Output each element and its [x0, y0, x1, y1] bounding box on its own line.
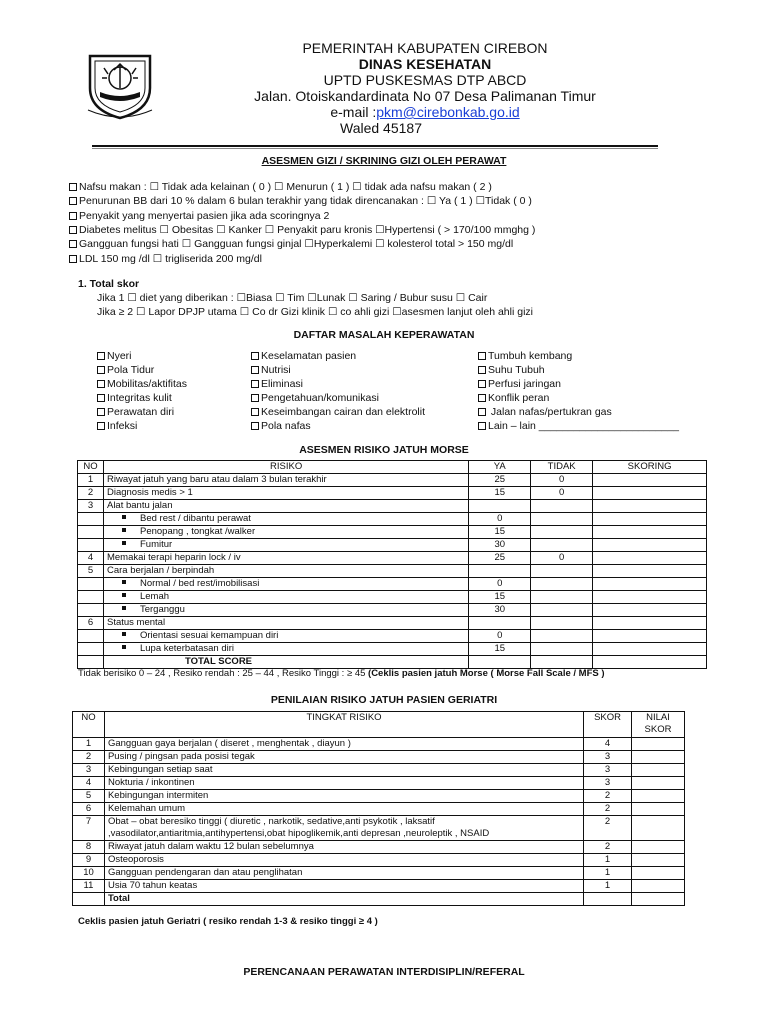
table-row: [73, 738, 685, 751]
risk-label: Diagnosis medis > 1: [106, 487, 193, 498]
problem-label: Tumbuh kembang: [488, 350, 573, 362]
risk-cell: [103, 500, 468, 513]
row-number: 8: [73, 841, 105, 854]
nutrition-item-text: Penyakit yang menyertai pasien jika ada scoringnya 2: [79, 209, 330, 222]
checkbox[interactable]: [69, 226, 77, 234]
risk-label: Nokturia / inkontinen: [104, 777, 583, 790]
risk-label: Riwayat jatuh yang baru atau dalam 3 bulan terakhir: [106, 474, 327, 485]
row-number: 11: [73, 880, 105, 893]
row-number: 4: [73, 777, 105, 790]
checkbox[interactable]: [97, 380, 105, 388]
risk-label: Memakai terapi heparin lock / iv: [106, 552, 241, 563]
risk-cell: [103, 656, 468, 669]
nilai-skor-input-cell[interactable]: [632, 880, 685, 893]
problem-label: Nutrisi: [261, 364, 291, 376]
scoring-input-cell[interactable]: [593, 539, 707, 552]
table-row: [73, 893, 685, 906]
skor-value: 2: [584, 841, 632, 854]
table-row: [78, 630, 707, 643]
problem-label: Lain – lain ________________________: [488, 420, 679, 432]
problem-label: Integritas kulit: [107, 392, 172, 404]
government-name: PEMERINTAH KABUPATEN CIREBON: [302, 40, 548, 56]
checkbox[interactable]: [97, 408, 105, 416]
tidak-score: [531, 578, 593, 591]
problem-item: [97, 377, 187, 391]
problem-item: [97, 391, 187, 405]
risk-cell: [103, 513, 468, 526]
nilai-skor-input-cell[interactable]: [632, 803, 685, 816]
column-header: NO: [78, 461, 104, 474]
nilai-skor-input-cell[interactable]: [632, 816, 685, 841]
scoring-input-cell[interactable]: [593, 552, 707, 565]
row-number: [78, 643, 104, 656]
checkbox[interactable]: [478, 422, 486, 430]
ya-score: [469, 500, 531, 513]
ya-score: [469, 656, 531, 669]
nilai-skor-input-cell[interactable]: [632, 738, 685, 751]
problems-column-1: [97, 349, 187, 433]
risk-label: Cara berjalan / berpindah: [106, 565, 215, 576]
checkbox[interactable]: [251, 394, 259, 402]
problem-label: Infeksi: [107, 420, 138, 432]
diet-options-line: Jika 1 ☐ diet yang diberikan : ☐Biasa ☐ Tim ☐Lunak ☐ Saring / Bubur susu ☐ Cair: [97, 292, 488, 304]
problem-label: Keseimbangan cairan dan elektrolit: [261, 406, 426, 418]
checkbox[interactable]: [251, 422, 259, 430]
scoring-input-cell[interactable]: [593, 565, 707, 578]
risk-cell: [103, 552, 468, 565]
address: Jalan. Otoiskandardinata No 07 Desa Palimanan Timur: [254, 88, 596, 104]
email-link[interactable]: pkm@cirebonkab.go.id: [376, 104, 520, 120]
nutrition-item: [69, 194, 532, 208]
table-row: [73, 841, 685, 854]
checkbox[interactable]: [69, 183, 77, 191]
problem-item: [251, 377, 425, 391]
problem-label: Perawatan diri: [107, 406, 175, 418]
table-row: [73, 880, 685, 893]
risk-label: Gangguan pendengaran dan atau penglihatan: [104, 867, 583, 880]
scoring-input-cell[interactable]: [593, 513, 707, 526]
problem-label: Pengetahuan/komunikasi: [261, 392, 379, 404]
risk-cell: [103, 539, 468, 552]
geriatri-table: [72, 711, 685, 906]
column-header: TIDAK: [531, 461, 593, 474]
checkbox[interactable]: [478, 408, 486, 416]
nilai-skor-input-cell[interactable]: [632, 841, 685, 854]
bullet-icon: [122, 645, 126, 649]
row-number: [73, 893, 105, 906]
risk-label: Riwayat jatuh dalam waktu 12 bulan sebelumnya: [104, 841, 583, 854]
problem-item: [478, 419, 679, 433]
risk-label: Bed rest / dibantu perawat: [139, 513, 251, 524]
unit-name: UPTD PUSKESMAS DTP ABCD: [323, 72, 527, 88]
header-divider-thin: [92, 148, 658, 149]
problem-label: Pola Tidur: [107, 364, 155, 376]
risk-label: Total: [104, 893, 583, 906]
ya-score: [469, 565, 531, 578]
risk-label: Terganggu: [139, 604, 185, 615]
agency-name: DINAS KESEHATAN: [358, 56, 492, 72]
skor-value: 1: [584, 854, 632, 867]
risk-cell: [103, 604, 468, 617]
risk-label: Kebingungan intermiten: [104, 790, 583, 803]
row-number: [78, 539, 104, 552]
row-number: [78, 604, 104, 617]
risk-label: Normal / bed rest/imobilisasi: [139, 578, 260, 589]
problems-column-3: [478, 349, 679, 433]
risk-label: Fumitur: [139, 539, 173, 550]
problem-item: [478, 363, 679, 377]
checkbox[interactable]: [97, 394, 105, 402]
nilai-skor-input-cell[interactable]: [632, 764, 685, 777]
nutrition-item: [69, 252, 262, 266]
risk-cell: [103, 565, 468, 578]
row-number: 4: [78, 552, 104, 565]
column-header: RISIKO: [103, 461, 468, 474]
referral-options-line: Jika ≥ 2 ☐ Lapor DPJP utama ☐ Co dr Gizi klinik ☐ co ahli gizi ☐asesmen lanjut oleh ahli gizi: [97, 306, 533, 318]
column-header: TINGKAT RISIKO: [104, 712, 583, 738]
ya-score: 0: [469, 513, 531, 526]
morse-table: [77, 460, 707, 669]
scoring-input-cell[interactable]: [593, 487, 707, 500]
tidak-score: [531, 617, 593, 630]
skor-value: [584, 893, 632, 906]
bullet-icon: [122, 593, 126, 597]
ya-score: 25: [469, 474, 531, 487]
nutrition-title: ASESMEN GIZI / SKRINING GIZI OLEH PERAWAT: [261, 155, 507, 167]
problem-label: Pola nafas: [261, 420, 311, 432]
nutrition-item-text: Gangguan fungsi hati ☐ Gangguan fungsi ginjal ☐Hyperkalemi ☐ kolesterol total > 150 mg/dl: [79, 238, 514, 251]
checkbox[interactable]: [478, 394, 486, 402]
risk-label: Usia 70 tahun keatas: [104, 880, 583, 893]
checkbox[interactable]: [69, 197, 77, 205]
problem-label: Jalan nafas/pertukran gas: [488, 406, 612, 418]
risk-label: Alat bantu jalan: [106, 500, 173, 511]
problem-item: [251, 419, 425, 433]
table-row: [78, 500, 707, 513]
total-score-label: 1. Total skor: [78, 278, 140, 290]
ya-score: 0: [469, 578, 531, 591]
table-row: [78, 513, 707, 526]
problem-item: [251, 349, 425, 363]
problem-label: Mobilitas/aktifitas: [107, 378, 187, 390]
skor-value: 1: [584, 880, 632, 893]
risk-label: Gangguan gaya berjalan ( diseret , menghentak , diayun ): [104, 738, 583, 751]
bullet-icon: [122, 632, 126, 636]
nutrition-item: [69, 237, 513, 251]
scoring-input-cell[interactable]: [593, 656, 707, 669]
scoring-input-cell[interactable]: [593, 578, 707, 591]
scoring-input-cell[interactable]: [593, 474, 707, 487]
tidak-score: 0: [531, 474, 593, 487]
row-number: 2: [78, 487, 104, 500]
tidak-score: [531, 656, 593, 669]
checkbox[interactable]: [251, 380, 259, 388]
table-row: [73, 790, 685, 803]
email-label: e-mail :: [330, 104, 377, 120]
bullet-icon: [122, 515, 126, 519]
tidak-score: [531, 591, 593, 604]
table-row: [73, 867, 685, 880]
tidak-score: [531, 539, 593, 552]
nilai-skor-input-cell[interactable]: [632, 867, 685, 880]
table-row: [73, 803, 685, 816]
problem-item: [478, 349, 679, 363]
row-number: 6: [73, 803, 105, 816]
scoring-input-cell[interactable]: [593, 630, 707, 643]
nutrition-item-text: Nafsu makan : ☐ Tidak ada kelainan ( 0 ) ☐ Menurun ( 1 ) ☐ tidak ada nafsu makan ( 2 ): [79, 181, 492, 193]
scoring-input-cell[interactable]: [593, 643, 707, 656]
table-row: [78, 617, 707, 630]
risk-label: Kebingungan setiap saat: [104, 764, 583, 777]
checkbox[interactable]: [97, 366, 105, 374]
ya-score: 15: [469, 487, 531, 500]
row-number: 5: [73, 790, 105, 803]
problem-label: Perfusi jaringan: [488, 378, 561, 390]
problem-label: Nyeri: [107, 350, 132, 362]
ya-score: [469, 617, 531, 630]
problem-item: [97, 419, 187, 433]
table-row: [73, 816, 685, 841]
skor-value: 2: [584, 816, 632, 841]
tidak-score: 0: [531, 552, 593, 565]
table-row: [73, 777, 685, 790]
problem-item: [251, 405, 425, 419]
checkbox[interactable]: [69, 212, 77, 220]
risk-cell: [103, 578, 468, 591]
risk-label: Penopang , tongkat /walker: [139, 526, 256, 537]
checkbox[interactable]: [97, 352, 105, 360]
nutrition-item-text: Penurunan BB dari 10 % dalam 6 bulan terakhir yang tidak direncanakan : ☐ Ya ( 1 ) ☐Tidak ( 0 ): [79, 195, 532, 208]
row-number: [78, 526, 104, 539]
table-row: [78, 604, 707, 617]
tidak-score: [531, 643, 593, 656]
nutrition-item: [69, 180, 492, 194]
morse-title: ASESMEN RISIKO JATUH MORSE: [299, 444, 469, 456]
problem-item: [478, 391, 679, 405]
nutrition-item-text: Diabetes melitus ☐ Obesitas ☐ Kanker ☐ Penyakit paru kronis ☐Hypertensi ( > 170/100 mmghg ): [79, 223, 536, 236]
problems-title: DAFTAR MASALAH KEPERAWATAN: [293, 329, 475, 341]
risk-label: Lupa keterbatasan diri: [139, 643, 234, 654]
skor-value: 3: [584, 751, 632, 764]
column-header: YA: [469, 461, 531, 474]
problem-item: [251, 391, 425, 405]
table-row: [78, 656, 707, 669]
tidak-score: [531, 513, 593, 526]
nilai-skor-input-cell[interactable]: [632, 893, 685, 906]
row-number: 9: [73, 854, 105, 867]
nutrition-item: [69, 223, 535, 237]
checkbox[interactable]: [69, 255, 77, 263]
email-line: [215, 104, 635, 120]
row-number: 2: [73, 751, 105, 764]
table-row: [73, 854, 685, 867]
row-number: 7: [73, 816, 105, 841]
risk-label: Pusing / pingsan pada posisi tegak: [104, 751, 583, 764]
risk-cell: [103, 526, 468, 539]
risk-label: Kelemahan umum: [104, 803, 583, 816]
nilai-skor-input-cell[interactable]: [632, 751, 685, 764]
ya-score: 30: [469, 539, 531, 552]
checkbox[interactable]: [251, 408, 259, 416]
scoring-input-cell[interactable]: [593, 500, 707, 513]
checkbox[interactable]: [251, 366, 259, 374]
column-header: NO: [73, 712, 105, 738]
problem-item: [478, 405, 679, 419]
skor-value: 3: [584, 777, 632, 790]
checkbox[interactable]: [97, 422, 105, 430]
nilai-skor-input-cell[interactable]: [632, 777, 685, 790]
tidak-score: [531, 565, 593, 578]
bullet-icon: [122, 580, 126, 584]
row-number: 10: [73, 867, 105, 880]
risk-label: Obat – obat beresiko tinggi ( diuretic , narkotik, sedative,anti psykotik , laksatif ,vasodilator,antiaritmia,antihypertensi,obat hipoglikemik,anti depresan ,neuroleptik , NSAID: [104, 816, 583, 841]
table-row: [78, 591, 707, 604]
scoring-input-cell[interactable]: [593, 617, 707, 630]
letterhead: [215, 40, 635, 136]
risk-label: Status mental: [106, 617, 166, 628]
risk-cell: [103, 630, 468, 643]
table-row: [78, 643, 707, 656]
row-number: 5: [78, 565, 104, 578]
city-postcode: Waled 45187: [340, 120, 422, 136]
checkbox[interactable]: [478, 366, 486, 374]
skor-value: 2: [584, 803, 632, 816]
ya-score: 25: [469, 552, 531, 565]
skor-value: 2: [584, 790, 632, 803]
header-divider: [92, 145, 658, 147]
table-row: [78, 578, 707, 591]
risk-cell: [103, 591, 468, 604]
tidak-score: [531, 604, 593, 617]
checkbox[interactable]: [478, 352, 486, 360]
table-row: [73, 751, 685, 764]
column-header: SKOR: [584, 712, 632, 738]
table-row: [78, 526, 707, 539]
bullet-icon: [122, 606, 126, 610]
row-number: 3: [78, 500, 104, 513]
geriatri-title: PENILAIAN RISIKO JATUH PASIEN GERIATRI: [270, 694, 498, 706]
interdisciplinary-plan-title: PERENCANAAN PERAWATAN INTERDISIPLIN/REFERAL: [243, 966, 525, 978]
nilai-skor-input-cell[interactable]: [632, 790, 685, 803]
risk-label: Lemah: [139, 591, 170, 602]
problem-item: [97, 349, 187, 363]
scoring-input-cell[interactable]: [593, 526, 707, 539]
ya-score: 30: [469, 604, 531, 617]
tidak-score: [531, 630, 593, 643]
row-number: 1: [78, 474, 104, 487]
bullet-icon: [122, 541, 126, 545]
problem-label: Konflik peran: [488, 392, 550, 404]
cirebon-regency-emblem: [84, 48, 156, 120]
nilai-skor-input-cell[interactable]: [632, 854, 685, 867]
bullet-icon: [122, 528, 126, 532]
row-number: [78, 630, 104, 643]
problem-item: [97, 405, 187, 419]
checkbox[interactable]: [251, 352, 259, 360]
ya-score: 15: [469, 526, 531, 539]
column-header: NILAI SKOR: [632, 712, 685, 738]
checkbox[interactable]: [69, 240, 77, 248]
row-number: [78, 656, 104, 669]
risk-cell: [103, 487, 468, 500]
tidak-score: [531, 526, 593, 539]
problem-label: Suhu Tubuh: [488, 364, 545, 376]
risk-cell: [103, 474, 468, 487]
problem-item: [251, 363, 425, 377]
geriatri-note: Ceklis pasien jatuh Geriatri ( resiko rendah 1-3 & resiko tinggi ≥ 4 ): [78, 916, 378, 927]
table-row: [78, 539, 707, 552]
ya-score: 15: [469, 591, 531, 604]
table-row: [78, 565, 707, 578]
row-number: [78, 591, 104, 604]
problem-label: Keselamatan pasien: [261, 350, 357, 362]
table-row: [78, 487, 707, 500]
risk-cell: [103, 617, 468, 630]
ya-score: 0: [469, 630, 531, 643]
checkbox[interactable]: [478, 380, 486, 388]
risk-label: Osteoporosis: [104, 854, 583, 867]
risk-cell: [103, 643, 468, 656]
row-number: [78, 578, 104, 591]
row-number: 1: [73, 738, 105, 751]
scoring-input-cell[interactable]: [593, 591, 707, 604]
tidak-score: [531, 500, 593, 513]
ya-score: 15: [469, 643, 531, 656]
table-row: [78, 474, 707, 487]
skor-value: 1: [584, 867, 632, 880]
row-number: 3: [73, 764, 105, 777]
table-row: [78, 552, 707, 565]
row-number: 6: [78, 617, 104, 630]
scoring-input-cell[interactable]: [593, 604, 707, 617]
problem-item: [97, 363, 187, 377]
tidak-score: 0: [531, 487, 593, 500]
nutrition-item-text: LDL 150 mg /dl ☐ trigliserida 200 mg/dl: [79, 252, 262, 265]
skor-value: 3: [584, 764, 632, 777]
skor-value: 4: [584, 738, 632, 751]
problem-label: Eliminasi: [261, 378, 304, 390]
column-header: SKORING: [593, 461, 707, 474]
problem-item: [478, 377, 679, 391]
problems-column-2: [251, 349, 425, 433]
nutrition-item: [69, 209, 329, 223]
table-row: [73, 764, 685, 777]
risk-label: Orientasi sesuai kemampuan diri: [139, 630, 279, 641]
risk-label: TOTAL SCORE: [184, 656, 253, 667]
morse-note: Tidak berisiko 0 – 24 , Resiko rendah : 25 – 44 , Resiko Tinggi : ≥ 45 (Ceklis pasien jatuh Morse ( Morse Fall Scale / MFS ): [78, 668, 605, 679]
row-number: [78, 513, 104, 526]
